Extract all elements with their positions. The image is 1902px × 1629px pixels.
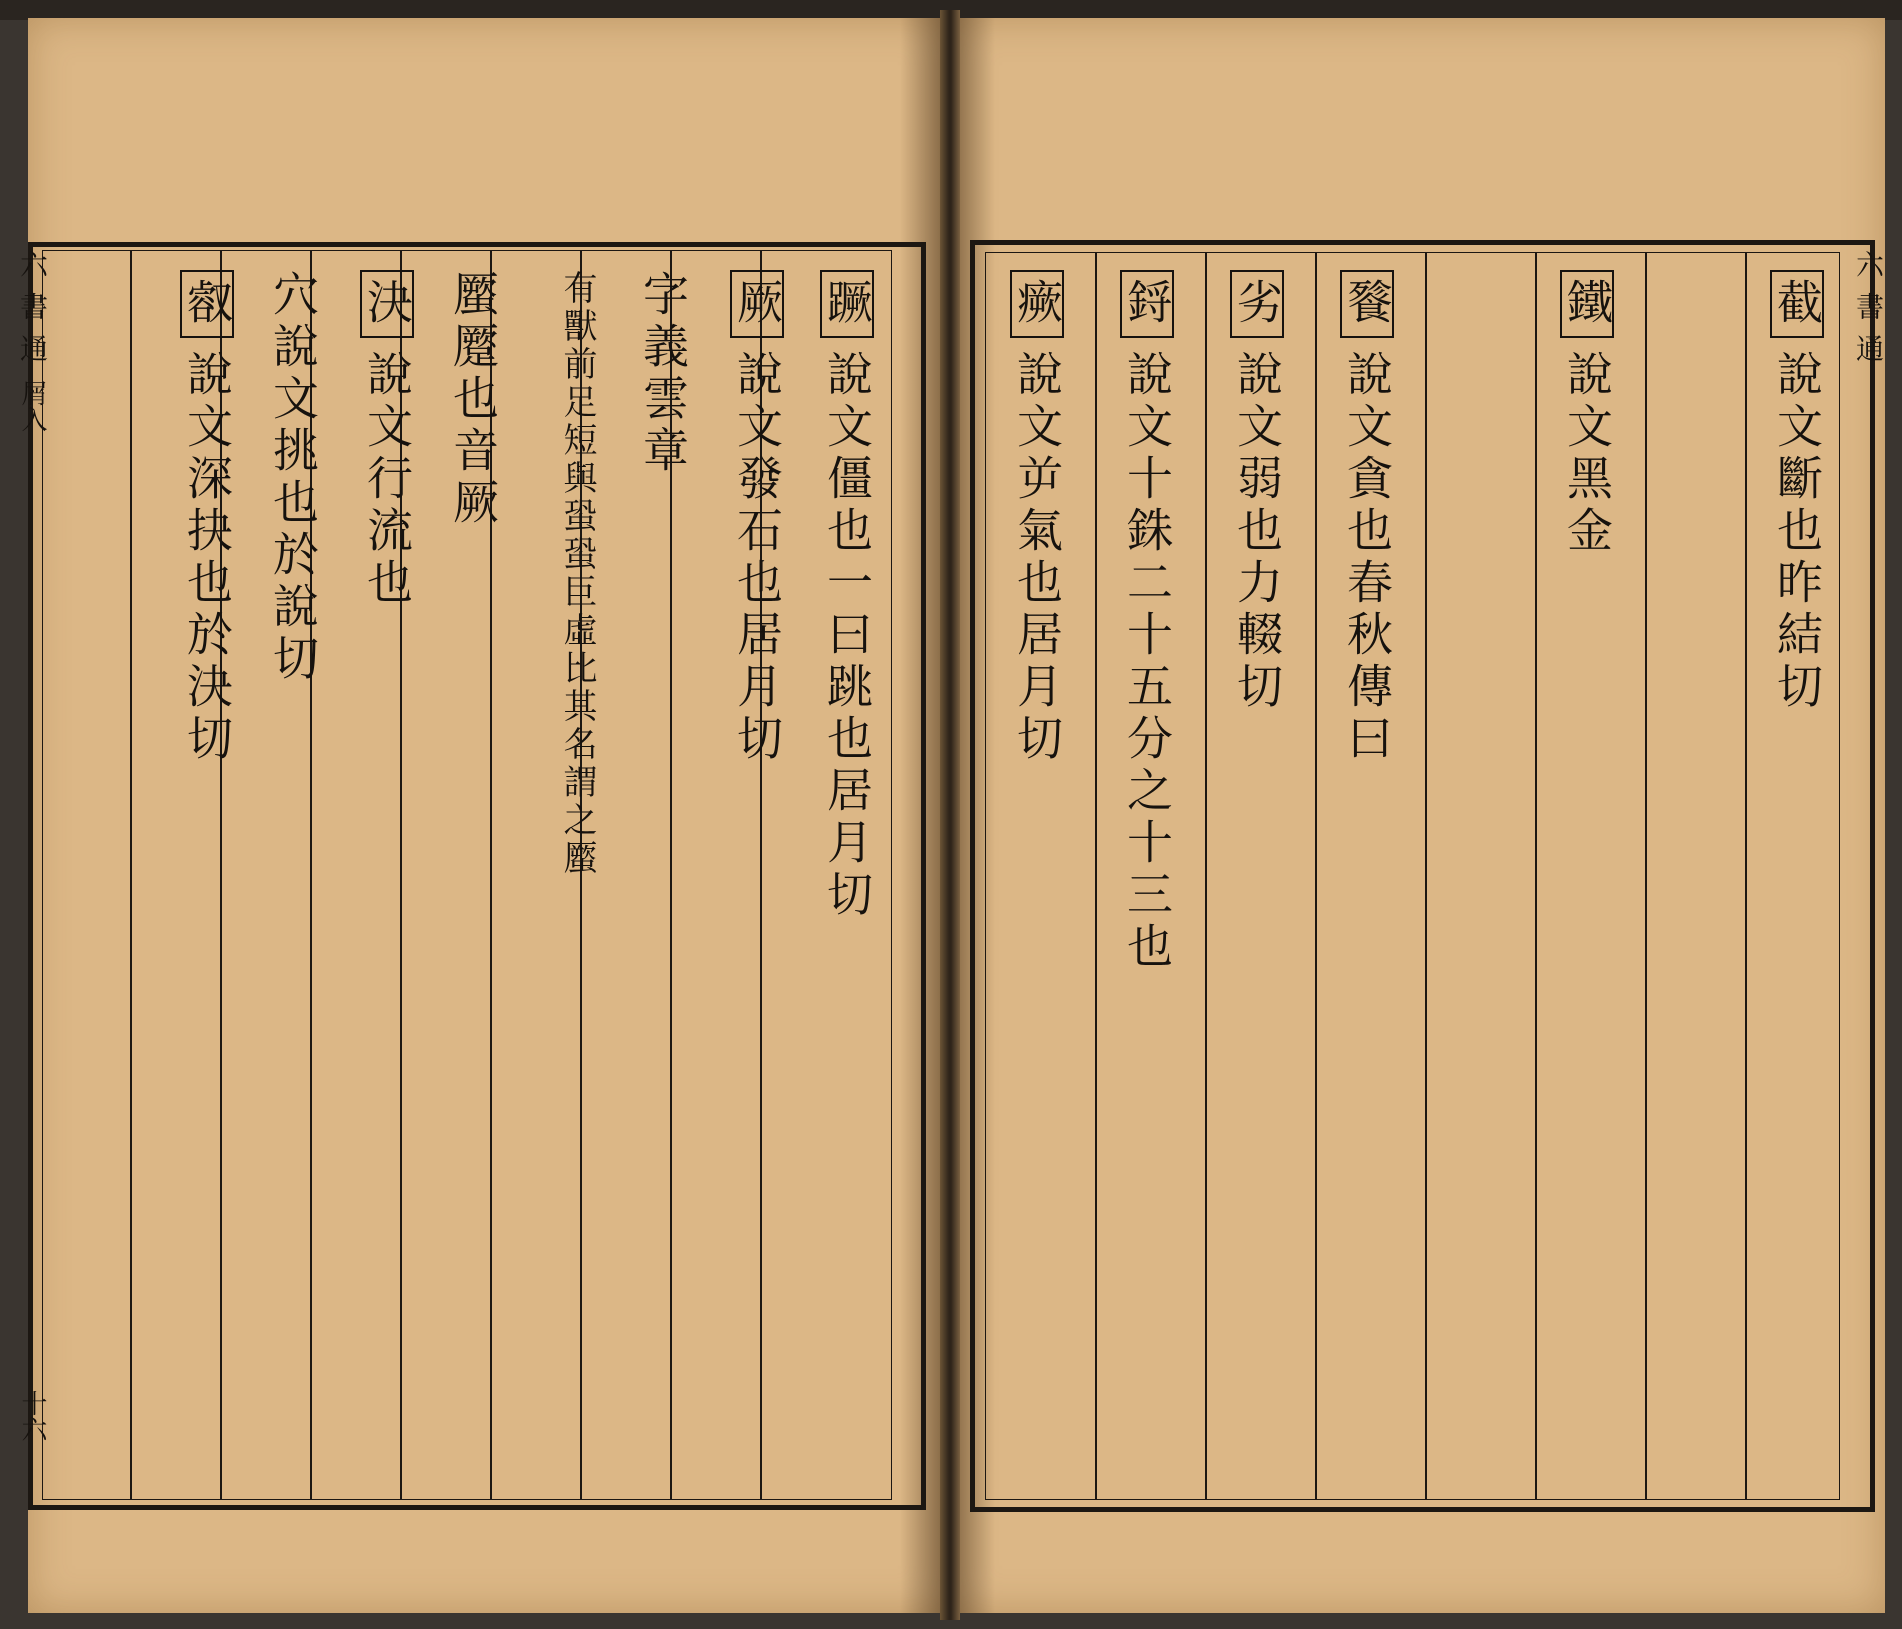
entry-text: 獸前足短與蛩蛩巨虛比其名謂之蟨 <box>557 308 597 878</box>
entry-text: 說文挑也於說切 <box>266 322 320 686</box>
column-entry <box>266 270 320 686</box>
right-page-inner-frame <box>985 252 1840 1500</box>
column-entry <box>557 270 597 878</box>
column-entry <box>636 270 690 478</box>
entry-headword: 鋝 <box>1120 270 1174 338</box>
entry-text: 說文斷也昨結切 <box>1770 350 1824 714</box>
column-entry <box>180 270 234 766</box>
column-entry <box>446 270 500 530</box>
entry-text: 說文十銖二十五分之十三也 <box>1120 350 1174 974</box>
entry-text: 說文行流也 <box>360 350 414 610</box>
entry-headword: 餮 <box>1340 270 1394 338</box>
left-marginal-note: 屑入 <box>17 380 47 432</box>
entry-headword: 鐵 <box>1560 270 1614 338</box>
right-column-rule <box>1535 252 1537 1500</box>
right-ear-label: 六書通 <box>1852 250 1885 376</box>
entry-headword: 㕡 <box>180 270 234 338</box>
entry-headword: 決 <box>360 270 414 338</box>
entry-text: 蹷也音厥 <box>446 322 500 530</box>
entry-headword: 有 <box>557 270 597 308</box>
column-entry <box>1230 270 1284 714</box>
column-entry <box>1770 270 1824 714</box>
right-column-rule <box>1315 252 1317 1500</box>
entry-text: 說文黑金 <box>1560 350 1614 558</box>
entry-text: 說文發石也居月切 <box>730 350 784 766</box>
left-page-number: 十六 <box>17 1390 47 1442</box>
column-entry <box>1010 270 1064 766</box>
entry-text: 說文弱也力輟切 <box>1230 350 1284 714</box>
entry-headword: 截 <box>1770 270 1824 338</box>
right-column-rule <box>1745 252 1747 1500</box>
left-column-rule <box>130 250 132 1500</box>
column-entry <box>360 270 414 610</box>
column-entry <box>820 270 874 922</box>
entry-headword: 厥 <box>730 270 784 338</box>
entry-headword: 蟨 <box>446 270 500 322</box>
entry-headword: 蹶 <box>820 270 874 338</box>
right-column-rule <box>1095 252 1097 1500</box>
entry-headword: 穴 <box>266 270 320 322</box>
entry-headword: 字 <box>636 270 690 322</box>
column-entry <box>730 270 784 766</box>
entry-text: 說文貪也春秋傳曰 <box>1340 350 1394 766</box>
entry-text: 說文僵也一曰跳也居月切 <box>820 350 874 922</box>
entry-text: 說文深抉也於決切 <box>180 350 234 766</box>
entry-headword: 劣 <box>1230 270 1284 338</box>
entry-headword: 瘚 <box>1010 270 1064 338</box>
right-column-rule <box>1205 252 1207 1500</box>
entry-text: 義雲章 <box>636 322 690 478</box>
right-column-rule <box>1425 252 1427 1500</box>
column-entry <box>1120 270 1174 974</box>
column-entry <box>1340 270 1394 766</box>
column-entry <box>1560 270 1614 558</box>
entry-text: 說文屰氣也居月切 <box>1010 350 1064 766</box>
right-column-rule <box>1645 252 1647 1500</box>
book-gutter <box>940 10 960 1620</box>
left-ear-label: 六書通 <box>16 250 49 376</box>
